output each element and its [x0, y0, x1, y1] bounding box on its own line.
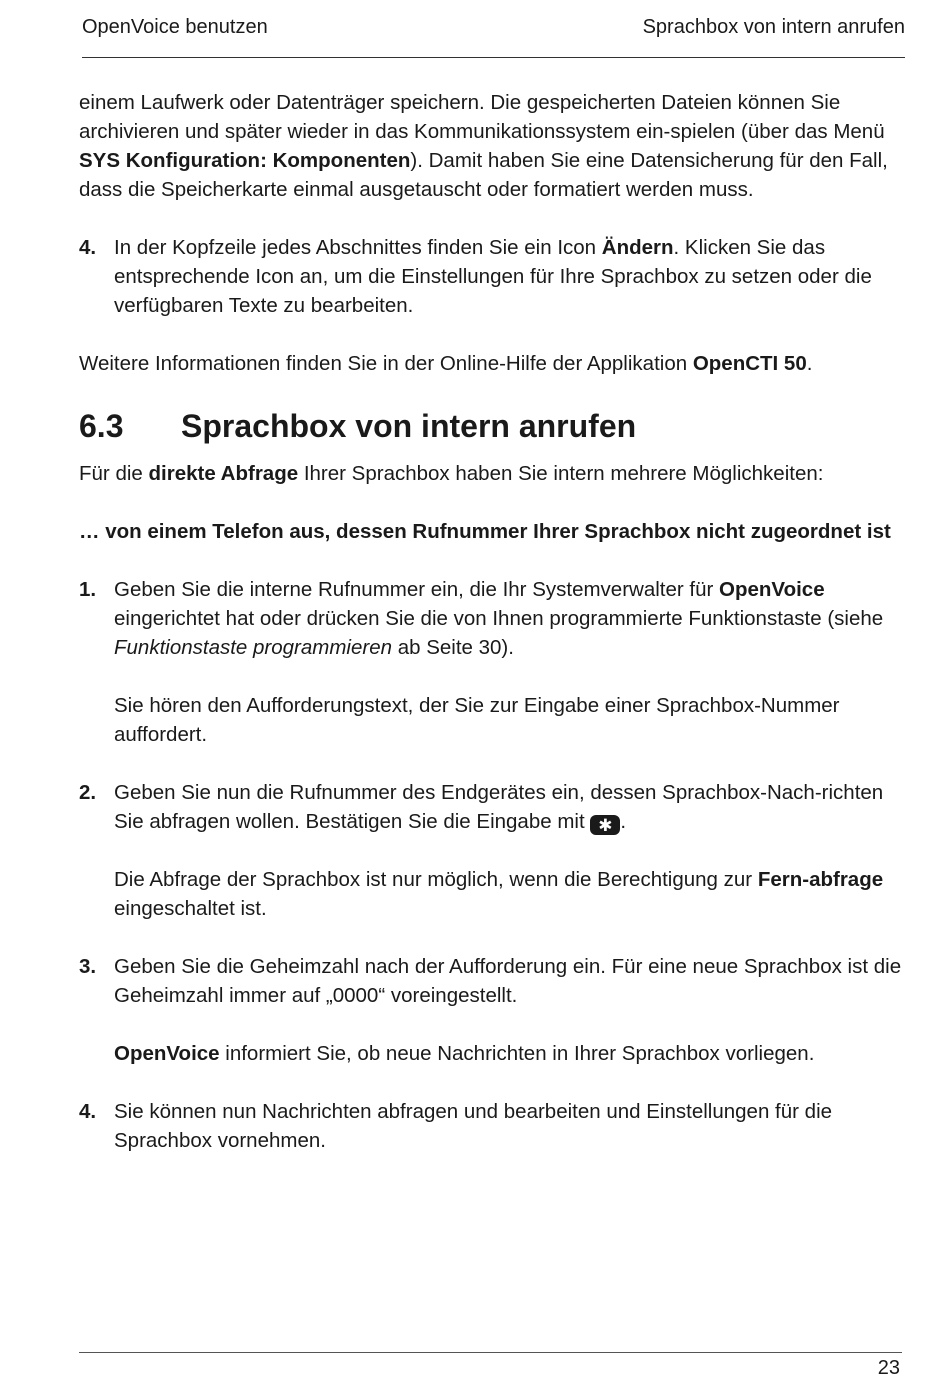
list-number: 1. [79, 578, 97, 601]
step-note: Die Abfrage der Sprachbox ist nur möglich, wenn die Berechtigung zur Fern-abfrage eingeschaltet ist. [114, 868, 884, 920]
star-key-icon: ✱ [590, 815, 620, 835]
intro-paragraph: einem Laufwerk oder Datenträger speichern. Die gespeicherten Dateien können Sie archivieren und später wieder in das Kommunikationssystem ein-spielen (über das Menü SYS Konfiguration: Komponenten). Damit haben Sie eine Datensicherung für den Fall, dass die Speicherkarte einmal ausgetauscht oder formatiert werden muss. [79, 91, 888, 201]
step-note: OpenVoice informiert Sie, ob neue Nachrichten in Ihrer Sprachbox vorliegen. [114, 1042, 815, 1065]
list-number: 4. [79, 236, 97, 259]
header-rule [82, 57, 905, 58]
app-name: OpenCTI 50 [692, 352, 807, 375]
running-header [82, 16, 905, 42]
page-body [79, 88, 909, 1155]
subheading: … von einem Telefon aus, dessen Rufnummer Ihrer Sprachbox nicht zugeordnet ist [79, 520, 891, 543]
section-title: Sprachbox von intern anrufen [181, 408, 637, 444]
list-item-4: 4. In der Kopfzeile jedes Abschnittes finden Sie ein Icon Ändern. Klicken Sie das entsprechende Icon an, um die Einstellungen für Ihre Sprachbox zu setzen oder die verfügbaren Texte zu bearbeiten. [79, 233, 909, 320]
list-number: 2. [79, 781, 97, 804]
step-note: Sie hören den Aufforderungstext, der Sie zur Eingabe einer Sprachbox-Nummer auffordert. [114, 694, 840, 746]
header-section: Sprachbox von intern anrufen [642, 16, 905, 38]
step-4: 4. Sie können nun Nachrichten abfragen und bearbeiten und Einstellungen für die Sprachbox vornehmen. [79, 1097, 909, 1155]
step-3: 3. Geben Sie die Geheimzahl nach der Aufforderung ein. Für eine neue Sprachbox ist die Geheimzahl immer auf „0000“ voreingestellt. OpenVoice informiert Sie, ob neue Nachrichten in Ihrer Sprachbox vorliegen. [79, 952, 909, 1068]
header-chapter: OpenVoice benutzen [82, 16, 268, 38]
list-number: 4. [79, 1100, 97, 1123]
menu-path: SYS Konfiguration: Komponenten [79, 149, 411, 172]
list-number: 3. [79, 955, 97, 978]
more-info-paragraph: Weitere Informationen finden Sie in der Online-Hilfe der Applikation OpenCTI 50. [79, 352, 813, 375]
section-heading [79, 406, 909, 446]
step-1: 1. Geben Sie die interne Rufnummer ein, die Ihr Systemverwalter für OpenVoice eingerichtet hat oder drücken Sie die von Ihnen programmierte Funktionstaste (siehe Funktionstaste programmieren ab Seite 30). Sie hören den Aufforderungstext, der Sie zur Eingabe einer Sprachbox-Nummer auffordert. [79, 575, 909, 749]
icon-name: Ändern [601, 236, 674, 259]
step-2: 2. Geben Sie nun die Rufnummer des Endgerätes ein, dessen Sprachbox-Nach-richten Sie abfragen wollen. Bestätigen Sie die Eingabe mit ✱ . Die Abfrage der Sprachbox ist nur möglich, wenn die Berechtigung zur Fern-abfrage eingeschaltet ist. [79, 778, 909, 923]
cross-reference: Funktionstaste programmieren [114, 636, 393, 659]
footer-rule [79, 1352, 902, 1353]
lead-paragraph: Für die direkte Abfrage Ihrer Sprachbox haben Sie intern mehrere Möglichkeiten: [79, 462, 824, 485]
page-number: 23 [877, 1357, 900, 1379]
section-number: 6.3 [79, 408, 124, 444]
